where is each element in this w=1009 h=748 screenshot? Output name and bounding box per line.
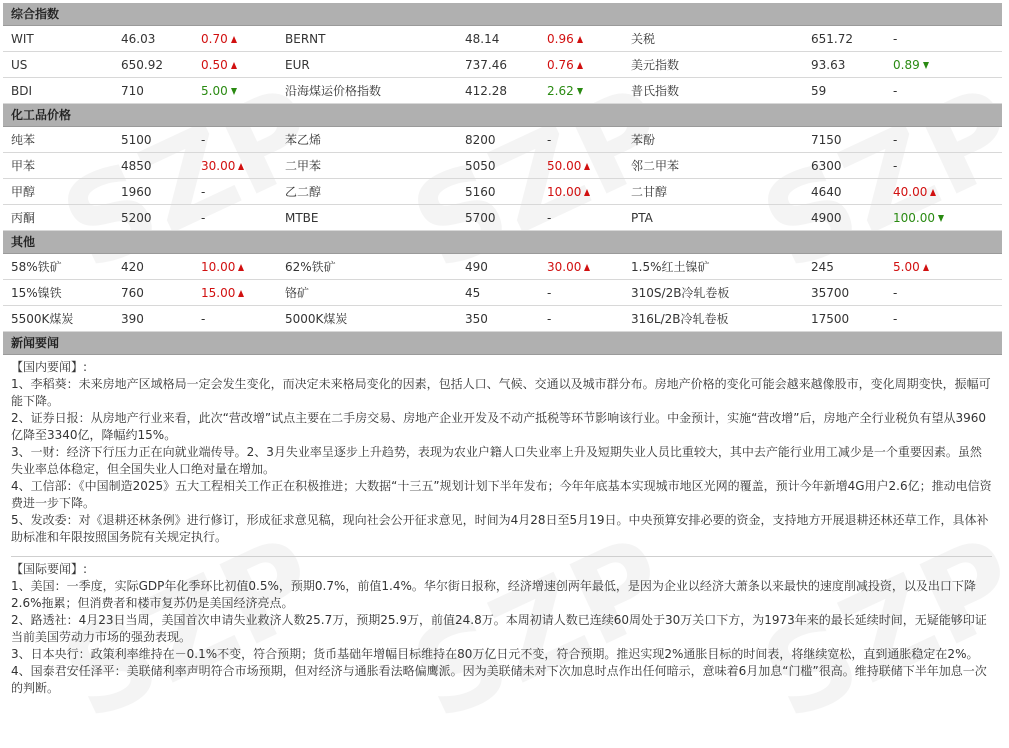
change-value: 0.50 <box>201 57 228 72</box>
table-row <box>3 52 1002 78</box>
item-price: 760 <box>113 280 193 306</box>
arrow-up-icon <box>238 290 244 297</box>
item-change <box>539 179 623 205</box>
change-value: 30.00 <box>201 158 236 173</box>
arrow-up-icon <box>584 264 590 271</box>
item-change <box>539 78 623 104</box>
chemicals-table <box>3 127 1002 231</box>
news-item: 3、一财：经济下行压力正在向就业端传导。2、3月失业率呈逐步上升趋势，表现为农业户籍人口失业率上升及短期失业人员比重较大，其中去产能行业用工减少是一个重要因素。虽然失业率总体稳定，但全国失业人口绝对量在增加。 <box>11 445 982 476</box>
item-price: 4640 <box>803 179 885 205</box>
item-change <box>885 153 1002 179</box>
arrow-up-icon <box>577 36 583 43</box>
item-name: 邻二甲苯 <box>623 153 803 179</box>
change-value: 5.00 <box>893 259 920 274</box>
item-name: US <box>3 52 113 78</box>
change-value: - <box>893 311 898 326</box>
section-title-indices: 综合指数 <box>3 3 1002 26</box>
item-price: 93.63 <box>803 52 885 78</box>
item-change <box>193 280 277 306</box>
item-name: 苯酚 <box>623 127 803 153</box>
item-change <box>193 52 277 78</box>
change-value: - <box>201 184 206 199</box>
item-price: 5160 <box>457 179 539 205</box>
arrow-up-icon <box>923 264 929 271</box>
item-name: 310S/2B冷轧卷板 <box>623 280 803 306</box>
item-price: 650.92 <box>113 52 193 78</box>
item-change <box>885 254 1002 280</box>
item-name: WIT <box>3 26 113 52</box>
indices-table <box>3 26 1002 104</box>
change-value: - <box>201 132 206 147</box>
news-body <box>3 355 1002 697</box>
table-row <box>3 254 1002 280</box>
change-value: - <box>893 31 898 46</box>
item-change <box>539 205 623 231</box>
market-page <box>3 3 1002 697</box>
item-price: 4850 <box>113 153 193 179</box>
item-name: MTBE <box>277 205 457 231</box>
item-change <box>193 205 277 231</box>
item-price: 350 <box>457 306 539 332</box>
item-change <box>885 306 1002 332</box>
item-change <box>885 205 1002 231</box>
item-name: 铬矿 <box>277 280 457 306</box>
item-name: 乙二醇 <box>277 179 457 205</box>
change-value: 0.70 <box>201 31 228 46</box>
table-row <box>3 78 1002 104</box>
divider <box>11 556 992 557</box>
arrow-down-icon <box>938 215 944 222</box>
change-value: 100.00 <box>893 210 935 225</box>
change-value: - <box>547 311 552 326</box>
news-item: 4、国泰君安任泽平：美联储利率声明符合市场预期，但对经济与通胀看法略偏鹰派。因为美联储未对下次加息时点作出任何暗示，意味着6月加息“门槛”很高。维持联储下半年加息一次的判断。 <box>11 664 987 695</box>
item-price: 35700 <box>803 280 885 306</box>
table-row <box>3 205 1002 231</box>
item-price: 45 <box>457 280 539 306</box>
item-name: 58%铁矿 <box>3 254 113 280</box>
news-item: 2、证券日报：从房地产行业来看，此次“营改增”试点主要在二手房交易、房地产企业开发及不动产抵税等环节影响该行业。中金预计，实施“营改增”后，房地产全行业税负有望从3960亿降至3340亿，降幅约15%。 <box>11 411 987 442</box>
domestic-news-title: 【国内要闻】: <box>11 360 88 374</box>
item-price: 17500 <box>803 306 885 332</box>
item-price: 5200 <box>113 205 193 231</box>
item-name: EUR <box>277 52 457 78</box>
item-name: 甲苯 <box>3 153 113 179</box>
item-change <box>539 26 623 52</box>
news-item: 5、发改委：对《退耕还林条例》进行修订，形成征求意见稿，现向社会公开征求意见，时间为4月28日至5月19日。中央预算安排必要的资金，支持地方开展退耕还林还草工作，具体补助标准和年限按照国务院有关规定执行。 <box>11 513 989 544</box>
news-item: 1、李稻葵：未来房地产区域格局一定会发生变化，而决定未来格局变化的因素，包括人口、气候、交通以及城市群分布。房地产价格的变化可能会越来越像股市，变化周期变快，振幅可能下降。 <box>11 377 991 408</box>
change-value: 40.00 <box>893 184 928 199</box>
item-name: 普氏指数 <box>623 78 803 104</box>
arrow-up-icon <box>238 163 244 170</box>
item-price: 390 <box>113 306 193 332</box>
item-change <box>193 26 277 52</box>
item-price: 5100 <box>113 127 193 153</box>
change-value: 10.00 <box>547 184 582 199</box>
item-name: 62%铁矿 <box>277 254 457 280</box>
item-name: 316L/2B冷轧卷板 <box>623 306 803 332</box>
change-value: - <box>547 132 552 147</box>
item-price: 6300 <box>803 153 885 179</box>
table-row <box>3 26 1002 52</box>
item-price: 7150 <box>803 127 885 153</box>
change-value: 50.00 <box>547 158 582 173</box>
item-price: 4900 <box>803 205 885 231</box>
table-row <box>3 153 1002 179</box>
arrow-down-icon <box>923 62 929 69</box>
change-value: - <box>893 132 898 147</box>
item-name: 二甲苯 <box>277 153 457 179</box>
arrow-up-icon <box>577 62 583 69</box>
item-price: 5050 <box>457 153 539 179</box>
item-price: 412.28 <box>457 78 539 104</box>
item-price: 8200 <box>457 127 539 153</box>
item-price: 5700 <box>457 205 539 231</box>
item-price: 1960 <box>113 179 193 205</box>
item-change <box>539 254 623 280</box>
intl-news-list <box>11 578 992 697</box>
item-name: 关税 <box>623 26 803 52</box>
item-change <box>539 127 623 153</box>
change-value: - <box>893 158 898 173</box>
item-change <box>539 306 623 332</box>
section-title-news: 新闻要闻 <box>3 332 1002 355</box>
change-value: - <box>893 285 898 300</box>
change-value: 10.00 <box>201 259 236 274</box>
change-value: 15.00 <box>201 285 236 300</box>
item-name: 苯乙烯 <box>277 127 457 153</box>
item-price: 245 <box>803 254 885 280</box>
item-change <box>193 127 277 153</box>
item-name: 丙酮 <box>3 205 113 231</box>
item-price: 46.03 <box>113 26 193 52</box>
arrow-up-icon <box>930 189 936 196</box>
change-value: 5.00 <box>201 83 228 98</box>
item-price: 490 <box>457 254 539 280</box>
item-name: BDI <box>3 78 113 104</box>
change-value: 0.89 <box>893 57 920 72</box>
item-price: 651.72 <box>803 26 885 52</box>
news-item: 2、路透社：4月23日当周，美国首次申请失业救济人数25.7万，预期25.9万，前值24.8万。本周初请人数已连续60周处于30万关口下方，为1973年来的最长延续时间，无疑能够印证当前美国劳动力市场的强劲表现。 <box>11 613 987 644</box>
arrow-up-icon <box>584 189 590 196</box>
change-value: 2.62 <box>547 83 574 98</box>
arrow-up-icon <box>231 62 237 69</box>
change-value: - <box>547 210 552 225</box>
news-item: 4、工信部：《中国制造2025》五大工程相关工作正在积极推进；大数据“十三五”规划计划下半年发布；今年年底基本实现城市地区光网的覆盖，预计今年新增4G用户2.6亿；推动电信资费进一步下降。 <box>11 479 992 510</box>
item-change <box>193 78 277 104</box>
item-price: 737.46 <box>457 52 539 78</box>
item-change <box>885 127 1002 153</box>
arrow-down-icon <box>577 88 583 95</box>
item-price: 420 <box>113 254 193 280</box>
change-value: - <box>201 311 206 326</box>
change-value: - <box>547 285 552 300</box>
section-title-chemicals: 化工品价格 <box>3 104 1002 127</box>
section-title-others: 其他 <box>3 231 1002 254</box>
change-value: - <box>201 210 206 225</box>
item-change <box>193 254 277 280</box>
item-price: 59 <box>803 78 885 104</box>
domestic-news-list <box>11 376 992 546</box>
item-change <box>539 52 623 78</box>
item-name: 15%镍铁 <box>3 280 113 306</box>
change-value: 0.76 <box>547 57 574 72</box>
arrow-up-icon <box>584 163 590 170</box>
others-table <box>3 254 1002 332</box>
item-name: PTA <box>623 205 803 231</box>
change-value: 30.00 <box>547 259 582 274</box>
item-name: BERNT <box>277 26 457 52</box>
item-name: 甲醇 <box>3 179 113 205</box>
item-change <box>885 280 1002 306</box>
news-item: 1、美国：一季度，实际GDP年化季环比初值0.5%，预期0.7%，前值1.4%。华尔街日报称，经济增速创两年最低，是因为企业以经济大萧条以来最快的速度削减投资，以及出口下降2.6%拖累；但消费者和楼市复苏仍是美国经济亮点。 <box>11 579 976 610</box>
item-name: 二甘醇 <box>623 179 803 205</box>
item-price: 710 <box>113 78 193 104</box>
item-change <box>539 280 623 306</box>
change-value: - <box>893 83 898 98</box>
item-change <box>539 153 623 179</box>
news-item: 3、日本央行：政策利率维持在－0.1%不变，符合预期；货币基础年增幅目标维持在80万亿日元不变，符合预期。推迟实现2%通胀目标的时间表，将继续宽松，直到通胀稳定在2%。 <box>11 647 979 661</box>
item-change <box>193 179 277 205</box>
table-row <box>3 280 1002 306</box>
table-row <box>3 179 1002 205</box>
item-name: 1.5%红土镍矿 <box>623 254 803 280</box>
table-row <box>3 306 1002 332</box>
item-name: 沿海煤运价格指数 <box>277 78 457 104</box>
item-price: 48.14 <box>457 26 539 52</box>
item-change <box>885 179 1002 205</box>
item-change <box>193 306 277 332</box>
item-name: 纯苯 <box>3 127 113 153</box>
item-change <box>885 78 1002 104</box>
arrow-down-icon <box>231 88 237 95</box>
item-name: 5500K煤炭 <box>3 306 113 332</box>
item-name: 美元指数 <box>623 52 803 78</box>
intl-news-title: 【国际要闻】: <box>11 562 88 576</box>
table-row <box>3 127 1002 153</box>
arrow-up-icon <box>231 36 237 43</box>
item-change <box>193 153 277 179</box>
item-change <box>885 26 1002 52</box>
item-change <box>885 52 1002 78</box>
item-name: 5000K煤炭 <box>277 306 457 332</box>
change-value: 0.96 <box>547 31 574 46</box>
arrow-up-icon <box>238 264 244 271</box>
